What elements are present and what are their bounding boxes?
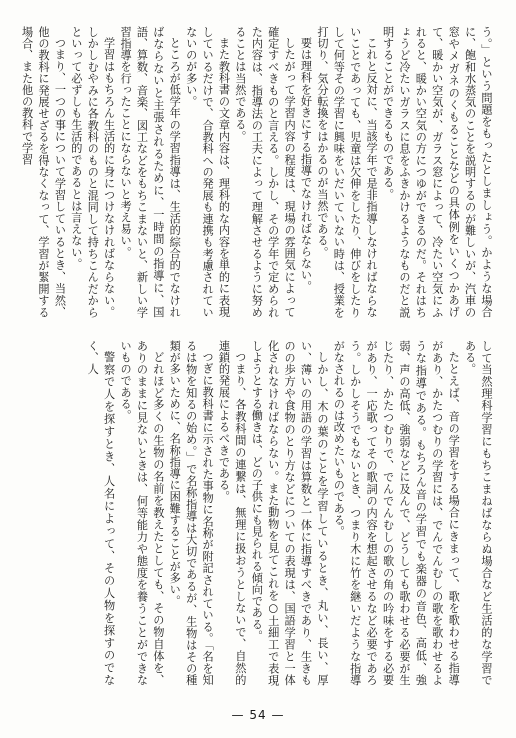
paragraph: して当然理科学習にもちこまねばならぬ場合など生活的な学習である。 xyxy=(463,340,493,686)
upper-text-block xyxy=(14,26,494,318)
paragraph: つぎに教科書に示された事物に名称が附記されている。「名を知るは物を知るの始め。」で名称指導は大切であるが、生物はその種類が多いために、名称指導に困難することが多い。 xyxy=(168,340,215,686)
paragraph: つまり、一つの事について学習しているとき、当然、他の教科に発展せざるを得なくなって、学習が緊開する場合、また他の教科で学習 xyxy=(20,26,67,318)
paragraph: しかし、木の葉のことを学習しているとき、丸い、長い、厚い、薄いの用語の学習は算数と一体に指導すべきであり、生きものの歩方や食物のとり方などについての表現は、国語学習と一体化されなければならない。また動物を見てこれを○土細工で表現しようとする働きは、どの子供にも見られる傾向である。 xyxy=(250,340,329,686)
paragraph: つまり、各教科間の連繋は、無理に扱おうとしないで、自然的連鎖的発展によるべきである。 xyxy=(217,340,247,686)
paragraph: ところが低学年の学習指導は、生活的綜合的でなければならないと主張されるために、一時間の指導に、国語、算数、音楽、図工などをもちこまないと、新しい学習指導を行ったことにならないと考え易い。 xyxy=(119,26,182,318)
paragraph: 警察で人を探すとき、人名によって、その人物を探すのでなく、人 xyxy=(86,340,116,686)
paragraph: 要は理科を好きにする指導でなければならない。 xyxy=(299,37,313,293)
paragraph: また教科書の文章内容は、理科的な内容を単的に表現しているだけで、合教科への発展も連携も考慮されていないのが多い。 xyxy=(184,26,231,318)
paragraph: どれほど多くの生物の名前を教えたとしても、その物自体を、ありのままに見ないときは、何等能力や態度を養うことができないものである。 xyxy=(119,340,165,686)
lower-text-block xyxy=(14,340,494,686)
paragraph: これと反対に、当該学年で是非指導しなければならないことであっても、児童は欠伸をしたり、伸びをしたりして何等その学習に興味をいだいていない時は、授業を打切り、気分転換をはかるのが当然である。 xyxy=(315,26,379,318)
paragraph: 学習はもちろん生活的に身につけなければならない。しかしむやみに各教科のものと混同して持ちこんだからといって必ずしも生活的であるとは言えない。 xyxy=(69,26,116,318)
paragraph: う。」という問題をもったとしましょう。かような場合に、飽和水蒸気のことを説明するのが難しいが、汽車の窓やメガネのくもることなどの具体例をいくつかあげて、暖かい空気が、ガラス窓によって、冷たい空気にふれると、暖かい空気の方につゆができるのだ。それはちょうど冷たいガラスに息をふきかけるようなものだと説明することができるものである。 xyxy=(381,26,493,318)
page-number: — 54 — xyxy=(231,708,285,722)
paragraph: したがって学習内容の程度は、現場の雰囲気によって確定すべきものと言える。しかし、その学年で定められた内容は、指導法の工夫によって理解させるように努めることは当然である。 xyxy=(233,26,297,318)
paragraph: たとえば、音の学習をする場合にきまって、歌を歌わせる指導があり、かたつむりの学習には、でんでんむしの歌を歌わせるような指導である。もちろん音の学習でも楽器の音色、高低、強弱、声の高低、強弱などに及んで、どうしても歌わせる必要が生じたり、かたつむりで、でんでんむしの歌の角の吟味をする必要があり、一応歌ってその歌詞の内容を想起させるなど必要であろう。しかしそうでもないとき、つまり木に竹を継いだような指導がなされるのは改めたいものである。 xyxy=(332,340,461,686)
